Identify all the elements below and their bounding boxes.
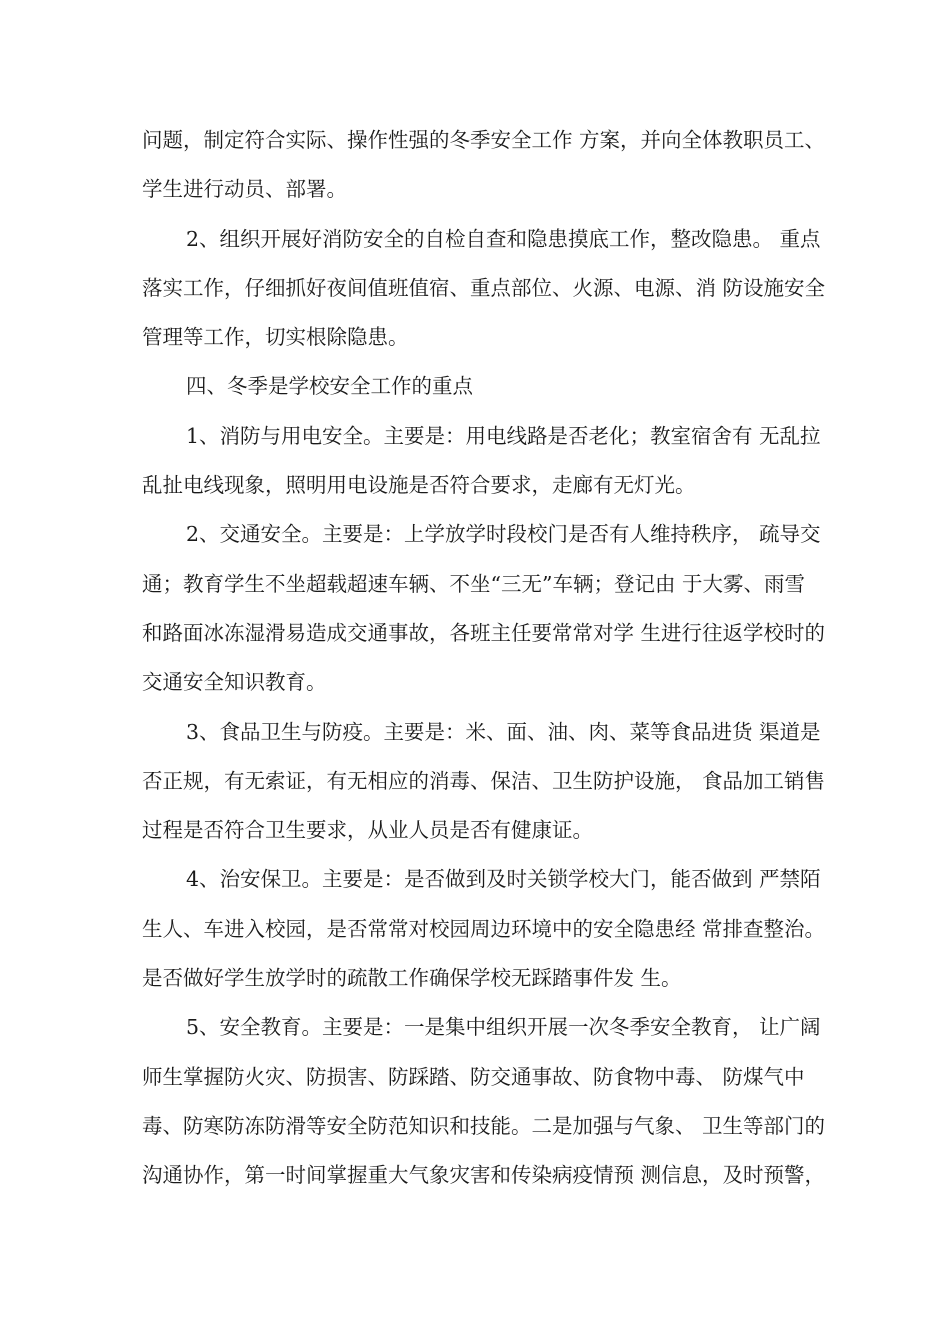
text-line: 2、组织开展好消防安全的自检自查和隐患摸底工作，整改隐患。 重点 [186, 226, 821, 251]
text-line: 3、食品卫生与防疫。主要是：米、面、油、肉、菜等食品进货 渠道是 [186, 719, 821, 744]
text-line: 问题，制定符合实际、操作性强的冬季安全工作 方案，并向全体教职员工、 [142, 128, 826, 152]
text-line: 四、冬季是学校安全工作的重点 [186, 374, 473, 399]
text-line: 生人、车进入校园，是否常常对校园周边环境中的安全隐患经 常排查整治。 [142, 916, 826, 941]
text-line: 落实工作，仔细抓好夜间值班值宿、重点部位、火源、电源、消 防设施安全 [142, 275, 826, 300]
body-text [142, 116, 832, 1201]
text-line: 5、安全教育。主要是：一是集中组织开展一次冬季安全教育， 让广阔 [186, 1015, 821, 1040]
text-line: 1、消防与用电安全。主要是：用电线路是否老化；教室宿舍有 无乱拉 [186, 423, 821, 448]
text-line: 管理等工作，切实根除隐患。 [142, 325, 409, 350]
text-line: 和路面冰冻湿滑易造成交通事故，各班主任要常常对学 生进行往返学校时的 [142, 620, 826, 645]
text-line: 乱扯电线现象，照明用电设施是否符合要求，走廊有无灯光。 [142, 473, 696, 498]
text-line: 是否做好学生放学时的疏散工作确保学校无踩踏事件发 生。 [142, 966, 682, 991]
text-line: 通；教育学生不坐超载超速车辆、不坐“三无”车辆；登记由 于大雾、雨雪 [142, 571, 805, 596]
text-line: 师生掌握防火灾、防损害、防踩踏、防交通事故、防食物中毒、 防煤气中 [142, 1064, 805, 1089]
text-line: 4、治安保卫。主要是：是否做到及时关锁学校大门，能否做到 严禁陌 [186, 867, 821, 892]
text-line: 2、交通安全。主要是：上学放学时段校门是否有人维持秩序， 疏导交 [186, 522, 821, 547]
text-line: 毒、防寒防冻防滑等安全防范知识和技能。二是加强与气象、 卫生等部门的 [142, 1113, 826, 1138]
text-line: 沟通协作，第一时间掌握重大气象灾害和传染病疫情预 测信息，及时预警， [142, 1163, 826, 1188]
text-line: 否正规，有无索证，有无相应的消毒、保洁、卫生防护设施， 食品加工销售 [142, 768, 826, 793]
text-line: 交通安全知识教育。 [142, 670, 327, 695]
text-line: 过程是否符合卫生要求，从业人员是否有健康证。 [142, 818, 593, 843]
text-line: 学生进行动员、部署。 [142, 177, 347, 202]
